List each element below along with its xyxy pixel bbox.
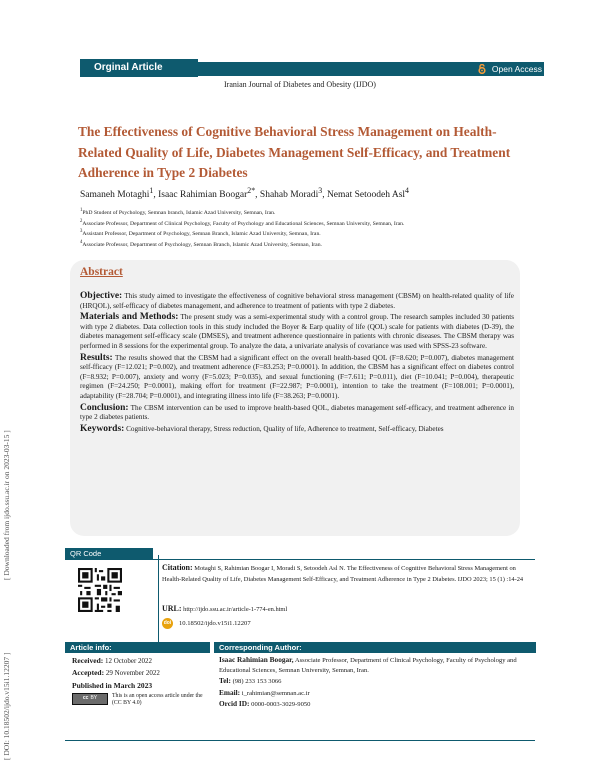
article-url[interactable]: http://ijdo.ssu.ac.ir/article-1-774-en.html	[183, 606, 288, 613]
side-notes	[0, 380, 16, 760]
author-sup: 1	[149, 186, 154, 195]
license-text: This is an open access article under the (CC BY 4.0)	[112, 692, 203, 706]
qr-heading: QR Code	[65, 548, 153, 559]
abstract-results: Results: The results showed that the CBSM had a significant effect on the overall health-based QOL (F=8.620; P=0.007), diabetes management self-fficacy (F=12.021; P=0.002), and treatment adherence (F=83.253; P=0.0001). In addition, the CBSM has a significant effect on diabetes control (F=8.932; P=0.007), anxiety and worry (F=5.023; P=0.035), and sexual functioning (F=7.611; P=0.011), diet (F=10.041; P=0.004), therapeutic regimen (F=24.250; P=0.0001), making effort for treatment (F=22.987; P=0.0001), intention to take the treatment (F=108.001; P=0.0001), adaptability (F=28.704; P=0.0001), and integrating illness into life (F=38.263; P=0.0001).	[80, 352, 514, 400]
email-link[interactable]: i_rahimian@semnan.ac.ir	[241, 689, 310, 697]
abstract-objective: Objective: This study aimed to investigate the effectiveness of cognitive behavioral stress management (CBSM) on health-related quality of life (HRQOL), self-efficacy of diabetes management, and adherence to treatment of patients with type 2 diabetes.	[80, 291, 514, 310]
affiliation: $^4$Associate Professor, Department of Psychology, Semnan Branch, Islamic Azad University, Semnan, Iran.	[80, 240, 322, 248]
affiliation: $^3$Assistant Professor, Department of Psychology, Semnan Branch, Islamic Azad University, Semnan, Iran.	[80, 229, 321, 238]
author-sup: 4	[405, 186, 409, 195]
article-title: The Effectiveness of Cognitive Behavioral Stress Management on Health-Related Quality of Life, Diabetes Management Self-Efficacy, and Treatment Adherence in Type 2 Diabetes	[78, 124, 511, 180]
doi-row	[162, 618, 251, 629]
url-row	[162, 604, 528, 613]
tel-row: Tel: (98) 233 153 3066	[219, 676, 282, 686]
corresponding-heading: Corresponding Author:	[214, 642, 536, 653]
divider	[65, 740, 535, 741]
citation-label: Citation:	[162, 563, 193, 572]
orcid-row: Orcid ID: 0000-0003-3029-9050	[219, 698, 311, 708]
received-row: Received: 12 October 2022	[72, 656, 153, 665]
author-sup: 3	[318, 186, 323, 195]
author: Shahab Moradi	[259, 190, 319, 201]
citation	[162, 562, 528, 585]
author: Nemat Setoodeh Asl	[326, 190, 406, 201]
published-row: Published in March 2023	[72, 680, 153, 690]
author: Samaneh Motaghi	[80, 190, 150, 201]
journal-name: Iranian Journal of Diabetes and Obesity (IJDO)	[224, 80, 376, 89]
download-side-note: [ Downloaded from ijdo.ssu.ac.ir on 2023-03-15 ]	[2, 430, 11, 580]
accepted-row: Accepted: 29 November 2022	[72, 668, 160, 678]
orcid-link[interactable]: 0000-0003-3029-9050	[251, 700, 311, 708]
corresponding-author-box	[214, 642, 536, 734]
url-label: URL:	[162, 604, 182, 613]
article-info-box	[65, 642, 210, 734]
affiliation: $^1$PhD Student of Psychology, Semnan branch, Islamic Azad University, Semnan, Iran.	[80, 208, 276, 216]
open-access-icon	[477, 64, 487, 74]
doi-icon: doi	[162, 618, 173, 629]
author-sup: 2*	[247, 186, 256, 195]
corresponding-name-affil: Isaac Rahimian Boogar, Associate Professor, Department of Clinical Psychology, Faculty of Psychology and Educational Sciences, Semnan University, Semnan, Iran.	[219, 655, 517, 675]
qr-code-icon[interactable]	[78, 568, 122, 612]
abstract-methods: Materials and Methods: The present study was a semi-experimental study with a control group. The research samples included 30 patients with type 2 diabetes. Data collection tools in this study included the Boyer & Earp quality of life (QOL) scale for patients with diabetes (D-39), the diabetes management self-efficacy scale (DMSES), and treatment adherence questionnaire in patients with chronic diseases. The CBSM therapy was performed in 8 sessions for the experimental group. To analyze the data, a univariate analysis of covariance was used with SPSS-23 software.	[80, 312, 514, 350]
doi-side-note: [ DOI: 10.18502/ijdo.v15i1.12207 ]	[2, 652, 11, 760]
article-type-tab: Orginal Article	[80, 59, 198, 77]
abstract-conclusion: Conclusion: The CBSM intervention can be used to improve health-based QOL, diabetes management self-efficacy, and treatment adherence in type 2 diabetes patients.	[80, 402, 514, 422]
citation-text: Motaghi S, Rahimian Boogar I, Moradi S, Setoodeh Asl N. The Effectiveness of Cognitive Behavioral Stress Management on Health-Related Quality of Life, Diabetes Management Self-Efficacy, and Treatment Adherence in Type 2 Diabetes. IJDO 2023; 15 (1) :14-24	[162, 565, 524, 583]
open-access-label: Open Access	[491, 64, 542, 74]
author-list: Samaneh Motaghi$^1$, Isaac Rahimian Boogar$^{2*}$, Shahab Moradi$^3$, Nemat Setoodeh Asl$^4$	[80, 186, 409, 201]
open-access-badge	[477, 62, 542, 76]
email-row: Email: i_rahimian@semnan.ac.ir	[219, 687, 310, 697]
doi-link[interactable]: 10.18502/ijdo.v15i1.12207	[179, 620, 251, 627]
abstract-heading: Abstract	[80, 266, 123, 278]
author: Isaac Rahimian Boogar	[158, 190, 248, 201]
abstract-keywords: Keywords: Cognitive-behavioral therapy, Stress reduction, Quality of life, Adherence to treatment, Self-efficacy, Diabetes	[80, 423, 444, 434]
cc-license-icon[interactable]: cc BY	[72, 693, 108, 705]
affiliations	[80, 207, 540, 250]
abstract-body	[80, 292, 514, 436]
article-info-heading: Article info:	[65, 642, 210, 653]
affiliation: $^2$Associate Professor, Department of Clinical Psychology, Faculty of Psychology and Educational Sciences, Semnan University, Semnan, Iran.	[80, 218, 405, 227]
